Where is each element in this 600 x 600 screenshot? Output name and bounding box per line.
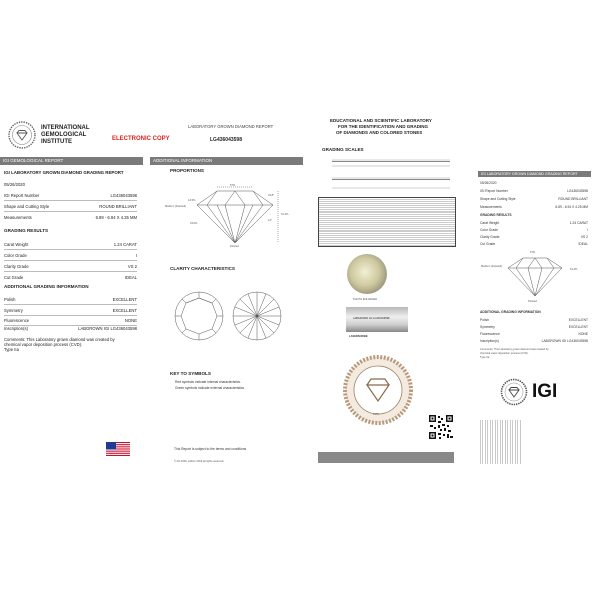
- copy-measurements-label: Measurements: [480, 205, 502, 209]
- additional-grading-heading: ADDITIONAL GRADING INFORMATION: [4, 284, 89, 289]
- proportions-heading: PROPORTIONS: [170, 168, 204, 173]
- copy-color-value: I: [587, 228, 588, 232]
- header-report-number: LG436043598: [210, 137, 242, 143]
- clarity-plot-crown: [173, 290, 225, 342]
- culet-label: Pointed: [230, 245, 239, 248]
- polish-value: EXCELLENT: [112, 297, 137, 302]
- comments-line-3: Type IIa: [4, 347, 19, 352]
- clarity-characteristics-heading: CLARITY CHARACTERISTICS: [170, 266, 235, 271]
- mini-rotated-report: [478, 420, 522, 464]
- pavilion-depth: 43.0%: [190, 222, 198, 225]
- additional-information-bar: ADDITIONAL INFORMATION: [150, 157, 303, 165]
- polish-label: Polish: [4, 297, 16, 302]
- copy-proportions-diagram: [500, 252, 570, 302]
- girdle-label: Medium (Faceted): [165, 205, 187, 208]
- shape-value: ROUND BRILLIANT: [99, 204, 137, 209]
- copy-symmetry-value: EXCELLENT: [568, 325, 588, 329]
- igi-logo-text: IGI: [532, 381, 558, 402]
- copy-shape-label: Shape and Cutting Style: [480, 197, 516, 201]
- diamond-photo: [347, 254, 387, 294]
- pavilion-angle: 41°: [268, 219, 272, 222]
- photo-caption: PHOTO ENLARGED: [353, 298, 378, 301]
- lab-report-title: LABORATORY GROWN DIAMOND REPORT: [188, 124, 274, 129]
- symmetry-value: EXCELLENT: [112, 308, 137, 313]
- report-number-label: IGI Report Number: [4, 193, 40, 198]
- copy-date: 05/26/2020: [480, 181, 497, 185]
- clarity-value: VS 2: [127, 264, 137, 269]
- carat-value: 1.24 CARAT: [113, 242, 137, 247]
- copy-additional-grading-heading: ADDITIONAL GRADING INFORMATION: [480, 310, 541, 314]
- cut-label: Cut Grade: [4, 275, 24, 280]
- laserscribe-label: LASERSCRIBE: [349, 335, 368, 338]
- grading-results-heading: GRADING RESULTS: [4, 228, 49, 233]
- back-page-footer-strip: [318, 452, 454, 463]
- qr-code-icon: [428, 414, 454, 440]
- cut-value: IDEAL: [124, 275, 137, 280]
- color-value: I: [135, 253, 137, 258]
- institute-name-line-1: INTERNATIONAL: [41, 125, 90, 131]
- copy-measurements-value: 6.89 - 6.94 X 4.25 MM: [555, 205, 588, 209]
- copy-clarity-label: Clarity Grade: [480, 235, 500, 239]
- copy-carat-label: Carat Weight: [480, 221, 500, 225]
- copy-color-label: Color Grade: [480, 228, 498, 232]
- edu-title-line-3: OF DIAMONDS AND COLORED STONES: [336, 130, 423, 135]
- copy-comments-line-3: Type IIa: [480, 356, 490, 359]
- inscription-value: LABGROWN IGI LG436043598: [78, 326, 137, 331]
- igi-brand-logo-icon: [500, 378, 528, 406]
- copyright-footer: © IGI 2000, edition 2019 all rights reserved: [174, 460, 224, 463]
- institute-name-line-2: GEMOLOGICAL: [41, 132, 87, 138]
- seal-year: 1975: [373, 413, 379, 416]
- copy-grading-results-heading: GRADING RESULTS: [480, 213, 512, 217]
- gemological-report-bar: IGI GEMOLOGICAL REPORT: [0, 157, 143, 165]
- copy-symmetry-label: Symmetry: [480, 325, 495, 329]
- copy-polish-value: EXCELLENT: [568, 318, 588, 322]
- copy-comments-line-1: Comments: This Laboratory grown diamond was created by: [480, 348, 549, 351]
- grading-scales-chart: [318, 156, 454, 196]
- comments-line-2: chemical vapor deposition process (CVD).: [4, 342, 83, 347]
- carat-label: Carat Weight: [4, 242, 29, 247]
- report-date: 05/26/2020: [4, 182, 25, 187]
- legal-text-block: [318, 197, 456, 247]
- us-flag-icon: [106, 442, 130, 456]
- copy-report-bar: IGI LABORATORY GROWN DIAMOND GRADING REPORT: [478, 171, 591, 177]
- copy-report-number-label: IGI Report Number: [480, 189, 508, 193]
- color-label: Color Grade: [4, 253, 27, 258]
- report-number-value: LG436043598: [110, 193, 137, 198]
- comments-line-1: Comments: This Laboratory grown diamond was created by: [4, 337, 115, 342]
- copy-inscription-label: Inscription(s): [480, 339, 499, 343]
- fluorescence-value: NONE: [124, 318, 137, 323]
- copy-depth-percent: 61.4%: [570, 268, 578, 271]
- key-line-green: Green symbols indicate external characteristics.: [175, 386, 245, 390]
- clarity-plot-pavilion: [231, 290, 283, 342]
- measurements-value: 6.89 - 6.94 X 4.25 MM: [95, 215, 137, 220]
- copy-table-percent: 57%: [530, 251, 536, 254]
- key-to-symbols-heading: KEY TO SYMBOLS: [170, 371, 211, 376]
- igi-seal-logo-icon: [7, 120, 37, 150]
- edu-title-line-1: EDUCATIONAL AND SCIENTIFIC LABORATORY: [330, 118, 432, 123]
- crown-angle: 34.8°: [268, 194, 275, 197]
- inscription-label: Inscription(s): [4, 326, 28, 331]
- measurements-label: Measurements: [4, 215, 32, 220]
- clarity-label: Clarity Grade: [4, 264, 29, 269]
- copy-inscription-value: LABGROWN IGI LG436043598: [541, 339, 588, 343]
- copy-shape-value: ROUND BRILLIANT: [558, 197, 588, 201]
- terms-footer: This Report is subject to the terms and conditions: [174, 447, 247, 451]
- electronic-copy-label: ELECTRONIC COPY: [112, 136, 170, 142]
- copy-fluorescence-value: NONE: [578, 332, 588, 336]
- symmetry-label: Symmetry: [4, 308, 23, 313]
- fluorescence-label: Fluorescence: [4, 318, 30, 323]
- copy-report-number-value: LG436043598: [567, 189, 588, 193]
- grading-scales-heading: GRADING SCALES: [322, 147, 364, 152]
- table-percent: 57%: [230, 184, 236, 187]
- institute-name-line-3: INSTITUTE: [41, 139, 72, 145]
- key-line-red: Red symbols indicate internal characteristics.: [175, 380, 241, 384]
- copy-cut-label: Cut Grade: [480, 242, 496, 246]
- laser-inscription-text: LABGROWN IGI LG436043598: [353, 317, 390, 320]
- crown-height: 14.5%: [188, 199, 196, 202]
- report-heading: IGI LABORATORY GROWN DIAMOND GRADING REPORT: [4, 170, 124, 175]
- copy-girdle-label: Medium (Faceted): [481, 265, 503, 268]
- shape-label: Shape and Cutting Style: [4, 204, 50, 209]
- copy-comments-line-2: chemical vapor deposition process (CVD).: [480, 352, 529, 355]
- copy-polish-label: Polish: [480, 318, 489, 322]
- copy-culet-label: Pointed: [528, 300, 537, 303]
- edu-title-line-2: FOR THE IDENTIFICATION AND GRADING: [338, 124, 428, 129]
- total-depth: 61.4%: [281, 213, 289, 216]
- copy-fluorescence-label: Fluorescence: [480, 332, 500, 336]
- copy-clarity-value: VS 2: [580, 235, 588, 239]
- copy-carat-value: 1.24 CARAT: [569, 221, 588, 225]
- copy-cut-value: IDEAL: [578, 242, 588, 246]
